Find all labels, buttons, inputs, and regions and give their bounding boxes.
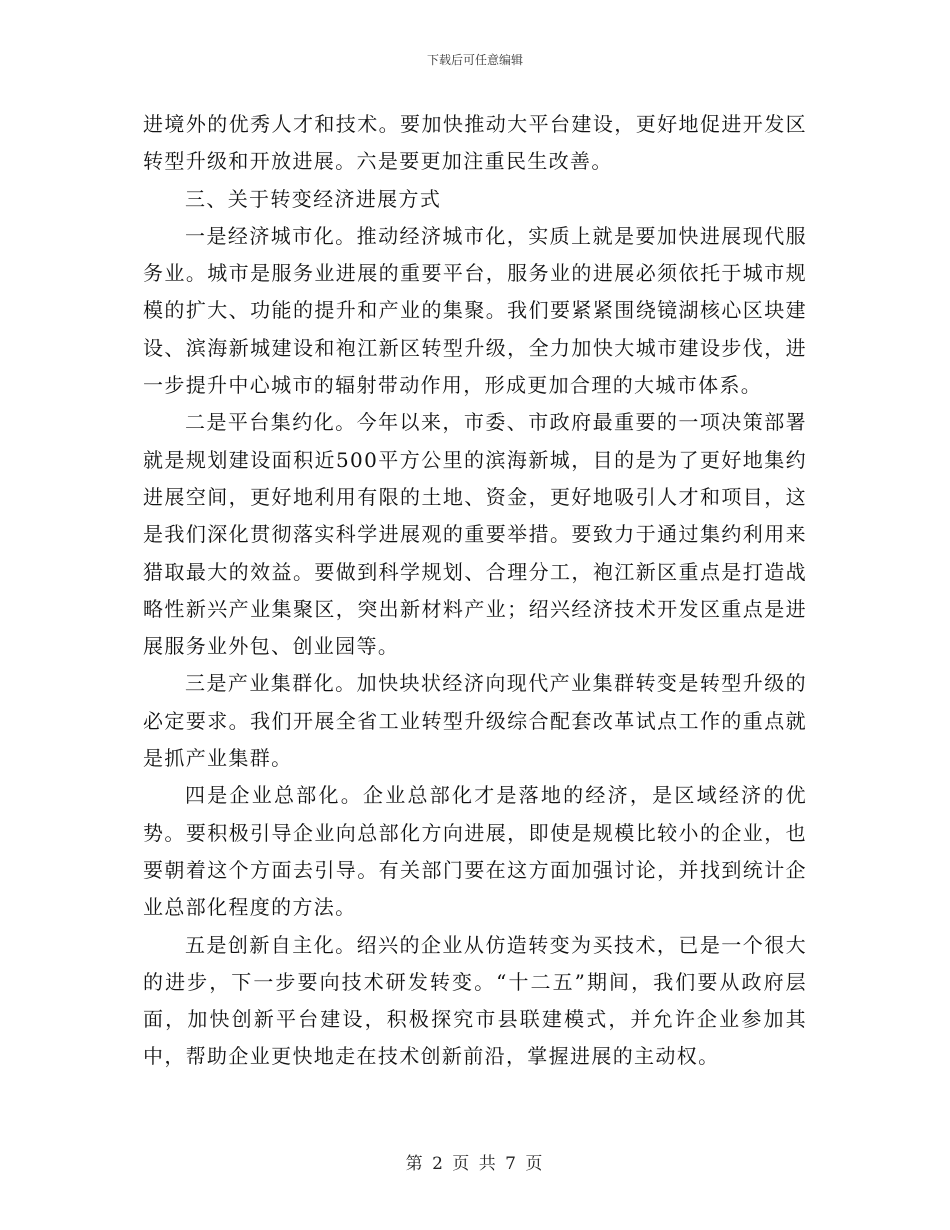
- document-body: [143, 106, 807, 1076]
- paragraph-continuation: 进境外的优秀人才和技术。要加快推动大平台建设，更好地促进开发区转型升级和开放进展。六是要更加注重民生改善。: [143, 112, 807, 174]
- paragraph-industrial-clustering: 三是产业集群化。加快块状经济向现代产业集群转变是转型升级的必定要求。我们开展全省工业转型升级综合配套改革试点工作的重点就是抓产业集群。: [143, 671, 807, 771]
- paragraph-enterprise-headquarters: 四是企业总部化。企业总部化才是落地的经济，是区域经济的优势。要积极引导企业向总部化方向进展，即使是规模比较小的企业，也要朝着这个方面去引导。有关部门要在这方面加强讨论，并找到统计企业总部化程度的方法。: [143, 783, 807, 920]
- page-number: 第 2 页 共 7 页: [405, 1154, 545, 1174]
- paragraph-independent-innovation: 五是创新自主化。绍兴的企业从仿造转变为买技术，已是一个很大的进步，下一步要向技术研发转变。“十二五”期间，我们要从政府层面，加快创新平台建设，积极探究市县联建模式，并允许企业参加其中，帮助企业更快地走在技术创新前沿，掌握进展的主动权。: [143, 932, 807, 1069]
- paragraph-economic-urbanization: 一是经济城市化。推动经济城市化，实质上就是要加快进展现代服务业。城市是服务业进展的重要平台，服务业的进展必须依托于城市规模的扩大、功能的提升和产业的集聚。我们要紧紧围绕镜湖核心区块建设、滨海新城建设和袍江新区转型升级，全力加快大城市建设步伐，进一步提升中心城市的辐射带动作用，形成更加合理的大城市体系。: [143, 223, 807, 398]
- section-heading: 三、关于转变经济进展方式: [185, 186, 442, 211]
- paragraph-platform-intensification: 二是平台集约化。今年以来，市委、市政府最重要的一项决策部署就是规划建设面积近500平方公里的滨海新城，目的是为了更好地集约进展空间，更好地利用有限的土地、资金，更好地吸引人才和项目，这是我们深化贯彻落实科学进展观的重要举措。要致力于通过集约利用来猎取最大的效益。要做到科学规划、合理分工，袍江新区重点是打造战略性新兴产业集聚区，突出新材料产业；绍兴经济技术开发区重点是进展服务业外包、创业园等。: [143, 410, 807, 659]
- page-header-note: 下载后可任意编辑: [426, 53, 523, 67]
